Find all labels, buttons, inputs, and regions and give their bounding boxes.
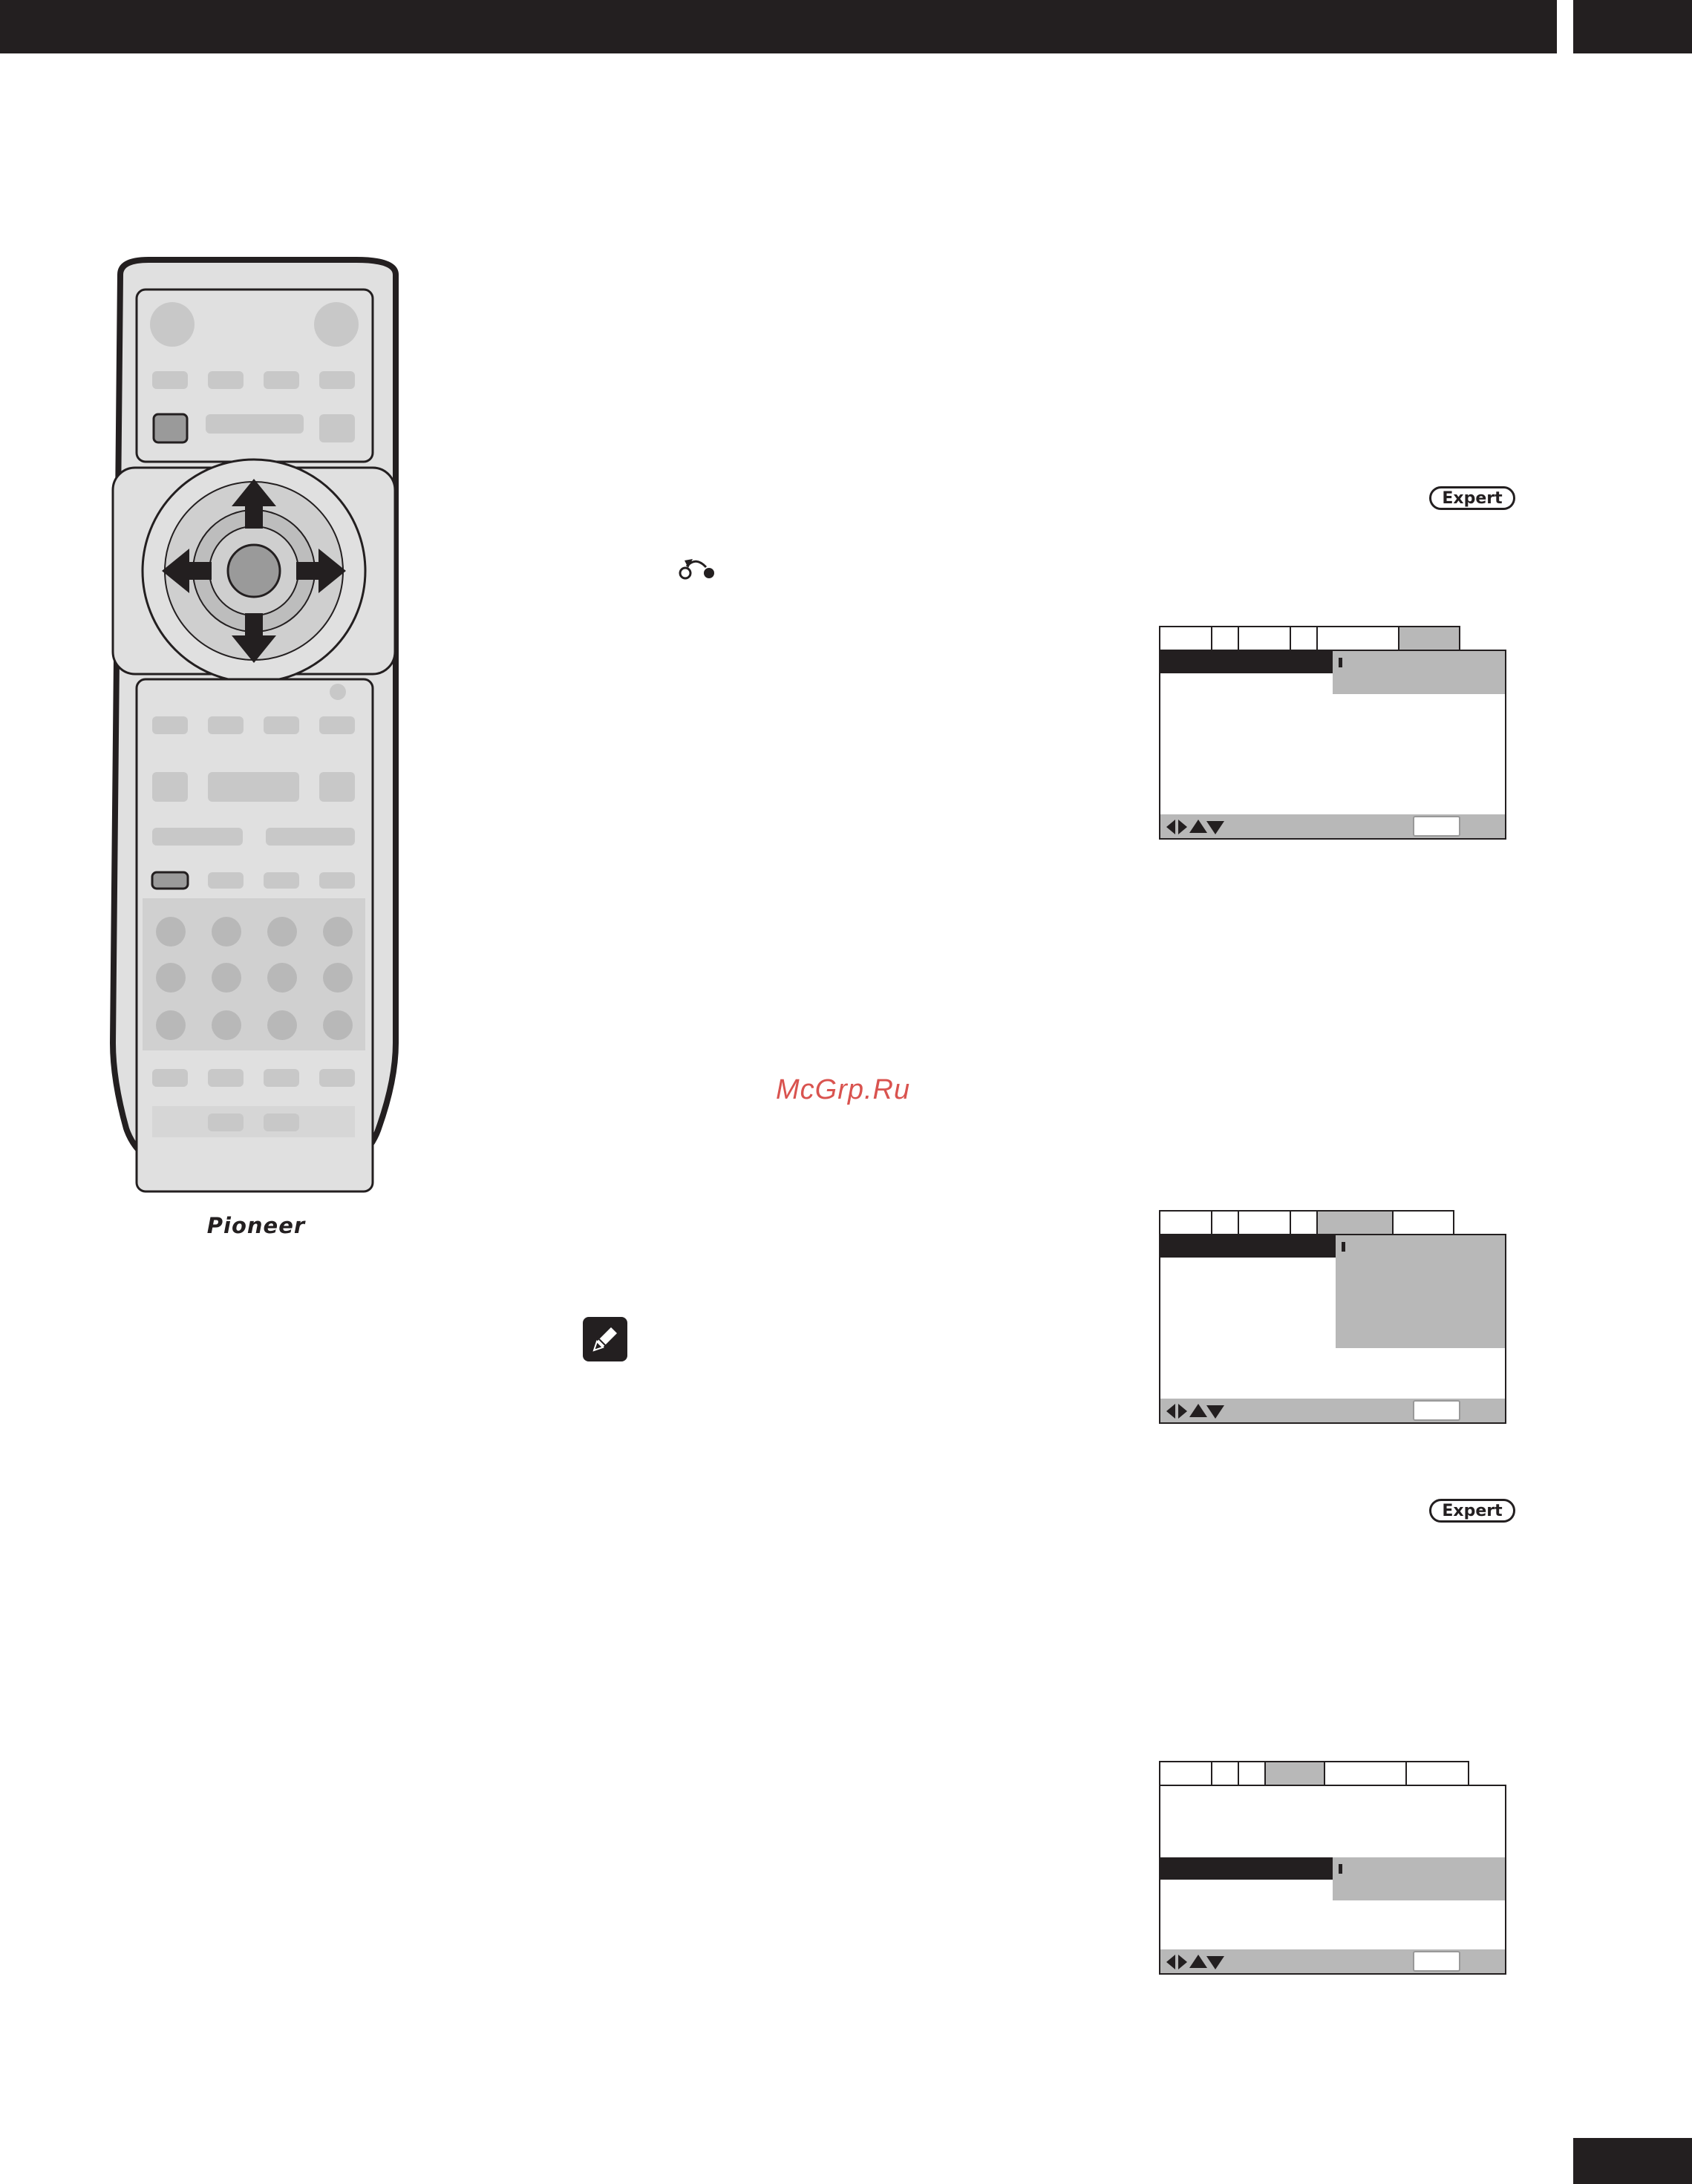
return-icon: [678, 553, 715, 580]
osd-selected-row: [1160, 651, 1333, 673]
osd-screen-3: [1159, 1761, 1508, 1975]
osd-tab: [1211, 626, 1239, 650]
osd-tab-active: [1398, 626, 1460, 650]
osd-tab: [1290, 1210, 1318, 1234]
osd-footer: [1160, 814, 1505, 838]
header-bar: [0, 0, 1557, 53]
osd-panel: [1159, 1785, 1506, 1975]
osd-footer: [1160, 1949, 1505, 1973]
osd-footer-button: [1413, 1400, 1460, 1421]
osd-tab: [1159, 1761, 1212, 1785]
osd-screen-1: [1159, 626, 1508, 840]
osd-selected-row: [1160, 1235, 1336, 1258]
remote-control-illustration: [104, 256, 401, 1318]
osd-footer-button: [1413, 1951, 1460, 1972]
osd-tab: [1290, 626, 1318, 650]
osd-tab-active: [1264, 1761, 1325, 1785]
osd-tab: [1159, 1210, 1212, 1234]
osd-tab: [1316, 626, 1399, 650]
osd-footer-button: [1413, 816, 1460, 837]
brand-logo: Pioneer: [206, 1213, 306, 1238]
osd-tab-active: [1316, 1210, 1394, 1234]
osd-tab: [1405, 1761, 1469, 1785]
osd-option-cursor: [1339, 1864, 1342, 1874]
osd-option-list: [1333, 1857, 1505, 1900]
osd-selected-row: [1160, 1857, 1333, 1880]
osd-screen-2: [1159, 1210, 1508, 1424]
osd-nav-arrows-icon: [1166, 1404, 1238, 1419]
expert-badge-top: Expert: [1429, 486, 1515, 510]
osd-panel: [1159, 1234, 1506, 1424]
expert-badge-bottom: Expert: [1429, 1499, 1515, 1523]
note-pencil-icon: [583, 1317, 627, 1361]
osd-option-cursor: [1342, 1242, 1345, 1252]
osd-tab: [1238, 1761, 1266, 1785]
osd-nav-arrows-icon: [1166, 820, 1238, 834]
osd-tab: [1159, 626, 1212, 650]
osd-option-list: [1333, 651, 1505, 694]
osd-tab: [1211, 1761, 1239, 1785]
osd-panel: [1159, 650, 1506, 840]
page-number-tab: [1573, 2138, 1692, 2184]
osd-tab: [1324, 1761, 1407, 1785]
osd-option-list: [1336, 1235, 1505, 1348]
osd-footer: [1160, 1399, 1505, 1422]
osd-tab: [1392, 1210, 1454, 1234]
osd-option-cursor: [1339, 658, 1342, 667]
osd-nav-arrows-icon: [1166, 1955, 1238, 1969]
watermark: McGrp.Ru: [776, 1074, 911, 1105]
osd-tab: [1211, 1210, 1239, 1234]
osd-tab: [1238, 626, 1291, 650]
osd-tab: [1238, 1210, 1291, 1234]
chapter-tab: [1573, 0, 1692, 53]
